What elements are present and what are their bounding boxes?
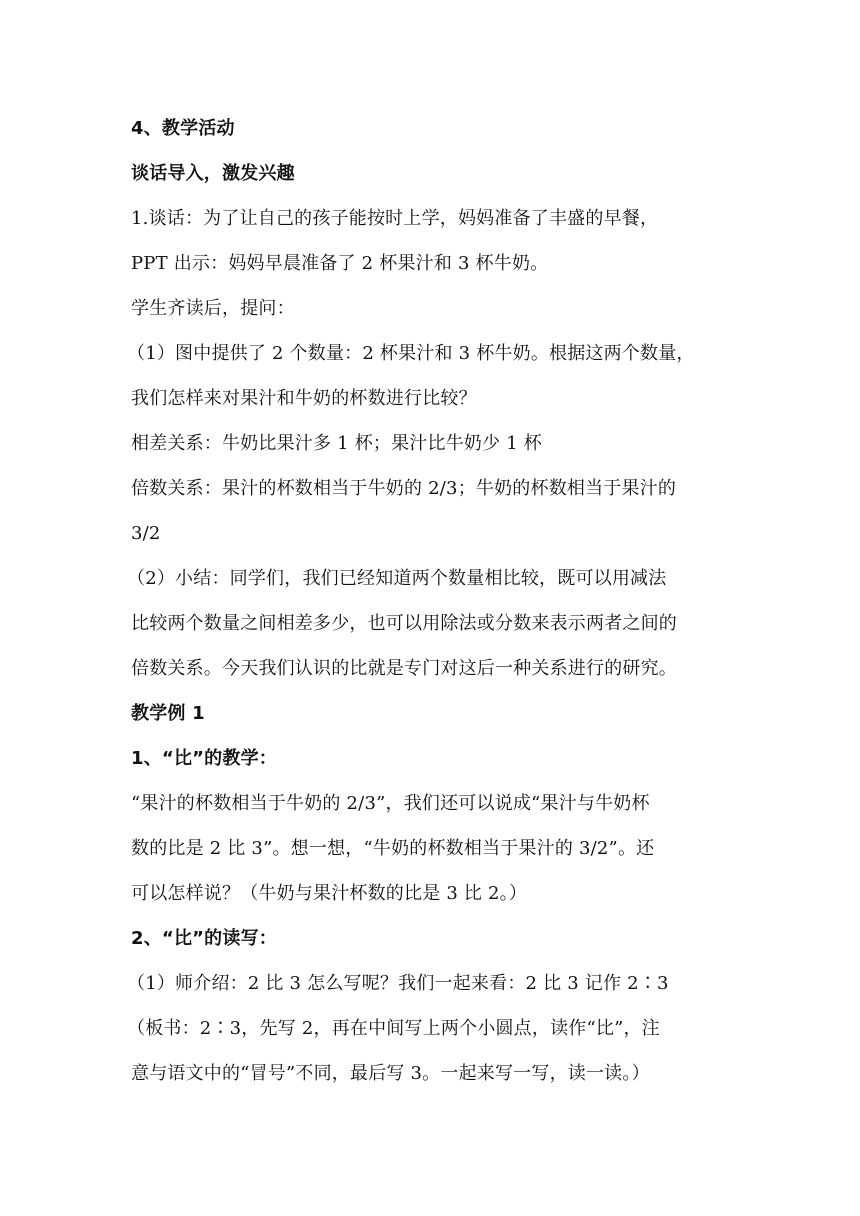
paragraph-line: 数的比是 2 比 3”。想一想，“牛奶的杯数相当于果汁的 3/2”。还 [131,838,655,859]
paragraph-line: 意与语文中的“冒号”不同，最后写 3。一起来写一写，读一读。） [131,1063,650,1084]
heading-example-1: 教学例 1 [131,703,205,724]
paragraph-line: 1.谈话：为了让自己的孩子能按时上学，妈妈准备了丰盛的早餐， [131,208,659,229]
paragraph-line: （板书：2∶3，先写 2，再在中间写上两个小圆点，读作“比”，注 [127,1018,660,1039]
paragraph-line: 我们怎样来对果汁和牛奶的杯数进行比较？ [131,388,477,409]
paragraph-line: （2）小结：同学们，我们已经知道两个数量相比较，既可以用减法 [127,568,667,589]
heading-intro: 谈话导入，激发兴趣 [131,163,295,184]
paragraph-line: 比较两个数量之间相差多少，也可以用除法或分数来表示两者之间的 [131,613,677,634]
paragraph-line: （1）图中提供了 2 个数量：2 杯果汁和 3 杯牛奶。根据这两个数量， [127,343,695,364]
heading-bi-teaching: 1、“比”的教学： [131,748,277,769]
paragraph-line: （1）师介绍：2 比 3 怎么写呢？我们一起来看：2 比 3 记作 2∶3 [127,973,669,994]
paragraph-line: 倍数关系。今天我们认识的比就是专门对这后一种关系进行的研究。 [131,658,677,679]
heading-bi-reading-writing: 2、“比”的读写： [131,928,277,949]
paragraph-line: 可以怎样说？（牛奶与果汁杯数的比是 3 比 2。） [131,883,528,904]
heading-teaching-activity: 4、教学活动 [131,118,235,139]
paragraph-line: 学生齐读后，提问： [131,298,295,319]
paragraph-line: 3/2 [131,523,161,544]
paragraph-line: PPT 出示：妈妈早晨准备了 2 杯果汁和 3 杯牛奶。 [131,253,549,274]
paragraph-line: 倍数关系：果汁的杯数相当于牛奶的 2/3；牛奶的杯数相当于果汁的 [131,478,677,499]
paragraph-line: 相差关系：牛奶比果汁多 1 杯；果汁比牛奶少 1 杯 [131,433,542,454]
paragraph-line: “果汁的杯数相当于牛奶的 2/3”，我们还可以说成“果汁与牛奶杯 [131,793,650,814]
